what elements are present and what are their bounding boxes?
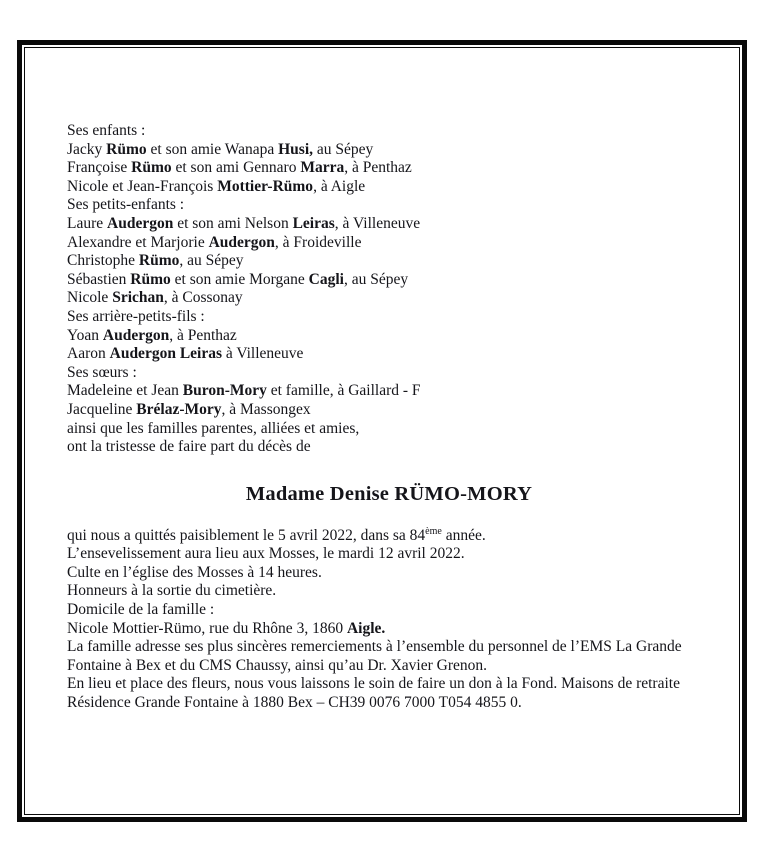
text-line: ont la tristesse de faire part du décès de [67,438,311,456]
text-line: Yoan Audergon, à Penthaz [67,326,237,344]
text-line: qui nous a quittés paisiblement le 5 avril 2022, dans sa 84ème année. [67,525,486,544]
deceased-name-title: Madame Denise RÜMO-MORY [245,482,533,505]
text-line: Jacqueline Brélaz-Mory, à Massongex [67,400,311,418]
text-line: L’ensevelissement aura lieu aux Mosses, le mardi 12 avril 2022. [67,545,465,563]
obituary-content [25,48,739,713]
text-line: Nicole Mottier-Rümo, rue du Rhône 3, 1860 Aigle. [67,619,386,637]
text-line: Nicole et Jean-François Mottier-Rümo, à Aigle [67,177,366,195]
text-line: Jacky Rümo et son amie Wanapa Husi, au Sépey [67,140,374,158]
text-line: La famille adresse ses plus sincères remerciements à l’ensemble du personnel de l’EMS La Grande Fontaine à Bex et du CMS Chaussy, ainsi qu’au Dr. Xavier Grenon. [67,638,682,674]
text-line: Culte en l’église des Mosses à 14 heures. [67,563,322,581]
text-line: Ses arrière-petits-fils : [67,307,205,325]
text-line: Madeleine et Jean Buron-Mory et famille, à Gaillard - F [67,382,421,400]
text-line: Sébastien Rümo et son amie Morgane Cagli, au Sépey [67,270,409,288]
text-line: Christophe Rümo, au Sépey [67,252,244,270]
text-line: Françoise Rümo et son ami Gennaro Marra, à Penthaz [67,159,412,177]
text-line: Nicole Srichan, à Cossonay [67,289,243,307]
family-list [67,122,711,457]
text-line: Honneurs à la sortie du cimetière. [67,582,277,600]
text-line: Ses enfants : [67,122,146,139]
text-line: Ses sœurs : [67,363,137,381]
text-line: Ses petits-enfants : [67,196,185,214]
document-inner-frame [24,47,740,815]
text-line: ainsi que les familles parentes, alliées et amies, [67,419,360,437]
funeral-details [67,527,711,713]
text-line: Alexandre et Marjorie Audergon, à Froideville [67,233,362,251]
text-line: En lieu et place des fleurs, nous vous laissons le soin de faire un don à la Fond. Maisons de retraite Résidence Grande Fontaine à 1880 Bex – CH39 0076 7000 T054 4855 0. [67,675,680,712]
document-border-frame [17,40,747,822]
text-line: Laure Audergon et son ami Nelson Leiras, à Villeneuve [67,214,421,232]
text-line: Domicile de la famille : [67,601,215,619]
text-line: Aaron Audergon Leiras à Villeneuve [67,345,304,363]
